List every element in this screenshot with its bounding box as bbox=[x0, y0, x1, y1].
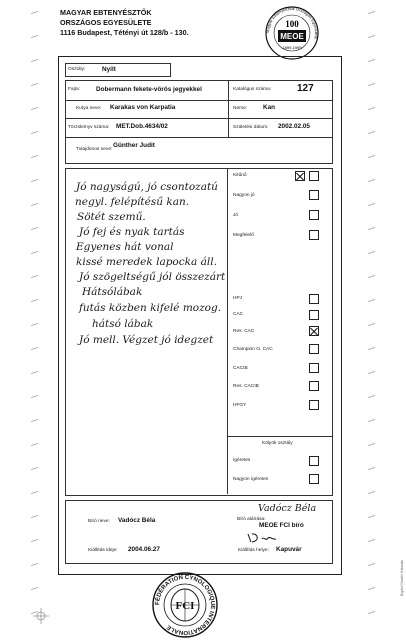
judge-name-value: Vadócz Béla bbox=[118, 517, 156, 524]
evaluation-line: hátsó lábak bbox=[92, 318, 154, 330]
grade-checkbox-extra[interactable] bbox=[309, 171, 319, 181]
grade-label: Nagyon jó bbox=[233, 193, 255, 198]
studbook-label: Törzskönyv száma: bbox=[68, 125, 110, 130]
title-label: CACIB bbox=[233, 366, 248, 371]
evaluation-line: Jó fej és nyak tartás bbox=[79, 226, 185, 238]
perforation-mark bbox=[368, 347, 375, 350]
perforation-mark bbox=[368, 275, 375, 278]
perforation-mark bbox=[368, 539, 375, 542]
class-label: Osztály: bbox=[68, 67, 86, 72]
group-class-label: Nagyon ígéretes bbox=[233, 477, 269, 482]
perforation-mark bbox=[368, 155, 375, 158]
title-checkbox[interactable] bbox=[309, 363, 319, 373]
perforation-mark bbox=[368, 11, 375, 14]
centenary-emblem bbox=[264, 5, 320, 61]
evaluation-line: Hátsólábak bbox=[82, 286, 143, 298]
emblem-years: 1899-1999 bbox=[282, 45, 302, 50]
perforation-mark bbox=[368, 587, 375, 590]
perforation-mark bbox=[368, 203, 375, 206]
row-divider bbox=[65, 137, 332, 138]
perforation-mark bbox=[31, 419, 38, 422]
title-label: Res. CAC bbox=[233, 329, 255, 334]
perforation-mark bbox=[368, 563, 375, 566]
title-checkbox[interactable] bbox=[309, 294, 319, 304]
judge-signature: Vadócz Béla bbox=[258, 503, 317, 514]
title-label: Res. CACIB bbox=[233, 384, 259, 389]
emblem-ring-text: Magyar Ebtenyésztők Országos Egyesülete bbox=[264, 5, 320, 40]
perforation-mark bbox=[31, 35, 38, 38]
birth-date-value: 2002.02.05 bbox=[278, 123, 310, 130]
title-label: HFGY bbox=[233, 403, 247, 408]
perforation-mark bbox=[31, 587, 38, 590]
owner-value: Günther Judit bbox=[113, 142, 155, 149]
perforation-mark bbox=[31, 539, 38, 542]
grade-label: Jó bbox=[233, 213, 239, 218]
grade-checkbox[interactable] bbox=[309, 190, 319, 200]
perforation-mark bbox=[368, 227, 375, 230]
perforation-mark bbox=[31, 395, 38, 398]
judge-title: MEOE FCI bíró bbox=[259, 522, 304, 529]
title-label: CAC bbox=[233, 312, 244, 317]
catalog-value: 127 bbox=[297, 83, 314, 94]
show-date-value: 2004.06.27 bbox=[128, 546, 160, 553]
perforation-mark bbox=[31, 467, 38, 470]
dog-name-label: Kutya neve: bbox=[76, 106, 102, 111]
perforation-mark bbox=[368, 611, 375, 614]
title-checkbox[interactable] bbox=[309, 400, 319, 410]
studbook-value: MET.Dob.4634/02 bbox=[116, 123, 168, 130]
perforation-mark bbox=[368, 251, 375, 254]
perforation-mark bbox=[368, 419, 375, 422]
perforation-mark bbox=[31, 131, 38, 134]
org-name-line1: MAGYAR EBTENYÉSZTŐK bbox=[60, 8, 152, 17]
perforation-mark bbox=[368, 467, 375, 470]
perforation-mark bbox=[31, 107, 38, 110]
column-divider bbox=[228, 80, 229, 137]
fci-seal bbox=[152, 572, 218, 638]
perforation-mark bbox=[368, 83, 375, 86]
perforation-mark bbox=[31, 179, 38, 182]
evaluation-line: negyl. felépítésű kan. bbox=[75, 196, 190, 208]
evaluation-line: Jó nagyságú, jó csontozatú bbox=[76, 181, 218, 193]
evaluation-divider bbox=[227, 168, 228, 494]
group-class-divider bbox=[227, 436, 332, 437]
owner-label: Tulajdonos neve: bbox=[76, 147, 113, 152]
title-checkbox[interactable] bbox=[309, 344, 319, 354]
perforation-mark bbox=[368, 443, 375, 446]
perforation-mark bbox=[368, 179, 375, 182]
evaluation-line: Jó mell. Végzet jó idegzet bbox=[79, 334, 214, 346]
perforation-mark bbox=[368, 35, 375, 38]
perforation-mark bbox=[31, 347, 38, 350]
show-place-label: Kiállítás helye: bbox=[238, 548, 269, 553]
title-checkbox[interactable] bbox=[309, 310, 319, 320]
judge-name-label: Bíró neve: bbox=[88, 519, 110, 524]
org-address: 1116 Budapest, Tétényi út 128/b - 130. bbox=[60, 28, 189, 37]
perforation-mark bbox=[368, 491, 375, 494]
perforation-mark bbox=[368, 59, 375, 62]
perforation-mark bbox=[31, 155, 38, 158]
grade-checkbox[interactable] bbox=[309, 230, 319, 240]
evaluation-line: Jó szögeltségű jól összezárt bbox=[79, 271, 226, 283]
perforation-mark bbox=[31, 515, 38, 518]
evaluation-line: kissé meredek lapocka áll. bbox=[76, 256, 217, 268]
perforation-mark bbox=[368, 131, 375, 134]
evaluation-line: Sötét szemű. bbox=[77, 211, 146, 223]
group-class-checkbox[interactable] bbox=[309, 456, 319, 466]
perforation-mark bbox=[31, 59, 38, 62]
title-checkbox[interactable] bbox=[309, 381, 319, 391]
grade-label: Megfelelő bbox=[233, 233, 254, 238]
fci-letters: FCI bbox=[175, 600, 195, 612]
catalog-label: Katalógus száma: bbox=[233, 87, 272, 92]
grade-checkbox[interactable] bbox=[309, 210, 319, 220]
fci-ring-text: FÉDÉRATION CYNOLOGIQUE INTERNATIONALE bbox=[154, 574, 216, 636]
perforation-mark bbox=[31, 299, 38, 302]
perforation-mark bbox=[31, 11, 38, 14]
breed-label: Fajta: bbox=[68, 87, 80, 92]
title-label: HPJ bbox=[233, 296, 243, 301]
grade-label: Kitűnő bbox=[233, 173, 247, 178]
perforation-mark bbox=[31, 203, 38, 206]
sex-label: Neme: bbox=[233, 106, 248, 111]
birth-date-label: Születési dátum: bbox=[233, 125, 269, 130]
judge-signature-label: Bíró aláírása: bbox=[237, 517, 266, 522]
evaluation-line: Egyenes hát vonal bbox=[76, 241, 174, 253]
show-place-value: Kapuvár bbox=[276, 546, 302, 553]
dog-name-value: Karakas von Karpatia bbox=[110, 104, 176, 111]
perforation-mark bbox=[368, 515, 375, 518]
perforation-mark bbox=[31, 251, 38, 254]
breed-value: Dobermann fekete-vörös jegyekkel bbox=[96, 86, 202, 93]
organization-header bbox=[60, 8, 189, 38]
emblem-letters: MEOE bbox=[280, 32, 304, 41]
perforation-mark bbox=[31, 371, 38, 374]
perforation-mark bbox=[31, 491, 38, 494]
group-class-checkbox[interactable] bbox=[309, 474, 319, 484]
perforation-mark bbox=[368, 323, 375, 326]
show-date-label: Kiállítás ideje: bbox=[88, 548, 118, 553]
left-perforation bbox=[0, 0, 10, 640]
group-class-title: Kölyök osztály bbox=[262, 441, 293, 446]
perforation-mark bbox=[368, 299, 375, 302]
perforation-mark bbox=[368, 395, 375, 398]
row-divider bbox=[65, 118, 332, 119]
perforation-mark bbox=[31, 563, 38, 566]
registration-mark bbox=[33, 608, 49, 624]
perforation-mark bbox=[31, 275, 38, 278]
perforation-mark bbox=[31, 83, 38, 86]
perforation-mark bbox=[368, 371, 375, 374]
sex-value: Kan bbox=[263, 104, 276, 111]
row-divider bbox=[65, 100, 332, 101]
side-note: Digital Charter Kalanda bbox=[400, 560, 404, 597]
perforation-mark bbox=[31, 323, 38, 326]
evaluation-line: futás közben kifelé mozog. bbox=[79, 302, 222, 314]
right-perforation bbox=[396, 0, 406, 640]
org-name-line2: ORSZÁGOS EGYESÜLETE bbox=[60, 18, 152, 27]
class-value: Nyílt bbox=[102, 66, 116, 73]
perforation-mark bbox=[31, 443, 38, 446]
perforation-mark bbox=[368, 107, 375, 110]
perforation-mark bbox=[31, 227, 38, 230]
group-class-label: Ígéretes bbox=[233, 458, 251, 463]
title-checkbox[interactable] bbox=[309, 326, 319, 336]
judge-signature-scribble bbox=[246, 530, 280, 546]
grade-checkbox[interactable] bbox=[295, 171, 305, 181]
emblem-number: 100 bbox=[285, 19, 299, 29]
title-label: Champion O. CAC bbox=[233, 347, 273, 352]
